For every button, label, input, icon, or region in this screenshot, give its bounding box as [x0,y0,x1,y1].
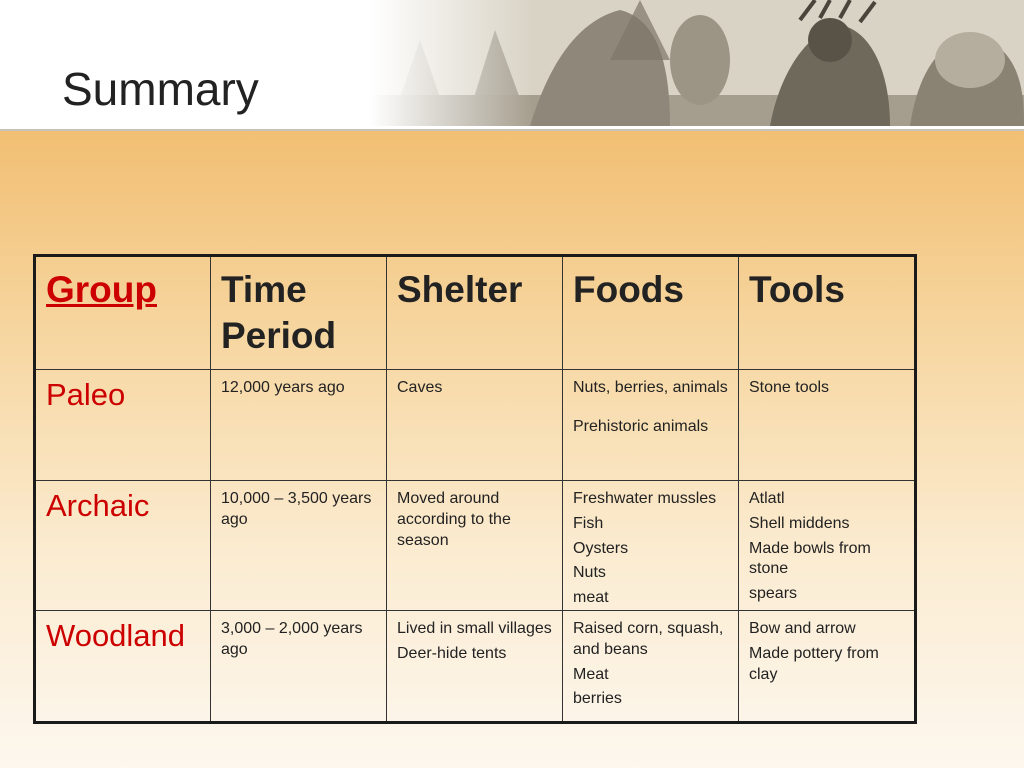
table-header-row [35,256,916,370]
tools-cell [739,370,916,481]
tool-item: Shell middens [749,514,850,532]
header-tools: Tools [739,256,916,370]
food-item: Meat [573,665,609,683]
shelter-cell [387,611,563,723]
shelter-item: Deer-hide tents [397,644,507,662]
group-name: Woodland [35,611,211,723]
tool-item: spears [749,585,798,603]
summary-table [33,254,917,724]
slide-title: Summary [62,63,259,115]
table-row [35,370,916,481]
food-item: Oysters [573,539,629,557]
tool-item: Atlatl [749,490,785,507]
group-name: Paleo [35,370,211,481]
tool-item: Made bowls from stone [749,539,871,578]
foods-cell [563,370,739,481]
time-period-cell: 12,000 years ago [211,370,387,481]
food-item: Freshwater mussles [573,490,717,507]
shelter-item: Caves [397,379,443,396]
shelter-item: Lived in small villages [397,620,552,637]
slide-header [0,0,1024,126]
food-item: meat [573,589,609,607]
tools-cell [739,481,916,611]
food-item: berries [573,690,622,708]
group-name: Archaic [35,481,211,611]
food-item: Nuts, berries, animals [573,379,728,396]
header-divider-shadow [0,129,1024,131]
time-period-cell: 3,000 – 2,000 years ago [211,611,387,723]
shelter-item: Moved around according to the season [397,490,511,549]
header-shelter: Shelter [387,256,563,370]
time-period-cell: 10,000 – 3,500 years ago [211,481,387,611]
tool-item: Bow and arrow [749,620,856,637]
foods-cell [563,611,739,723]
tool-item: Made pottery from clay [749,644,879,683]
food-item: Prehistoric animals [573,417,709,435]
native-american-banner-image [370,0,1024,126]
table-row [35,611,916,723]
header-group: Group [35,256,211,370]
header-time-period: Time Period [211,256,387,370]
food-item: Fish [573,514,604,532]
table-row [35,481,916,611]
header-foods: Foods [563,256,739,370]
foods-cell [563,481,739,611]
food-item: Raised corn, squash, and beans [573,620,724,658]
shelter-cell [387,481,563,611]
food-item: Nuts [573,564,606,582]
tools-cell [739,611,916,723]
shelter-cell [387,370,563,481]
tool-item: Stone tools [749,379,830,396]
